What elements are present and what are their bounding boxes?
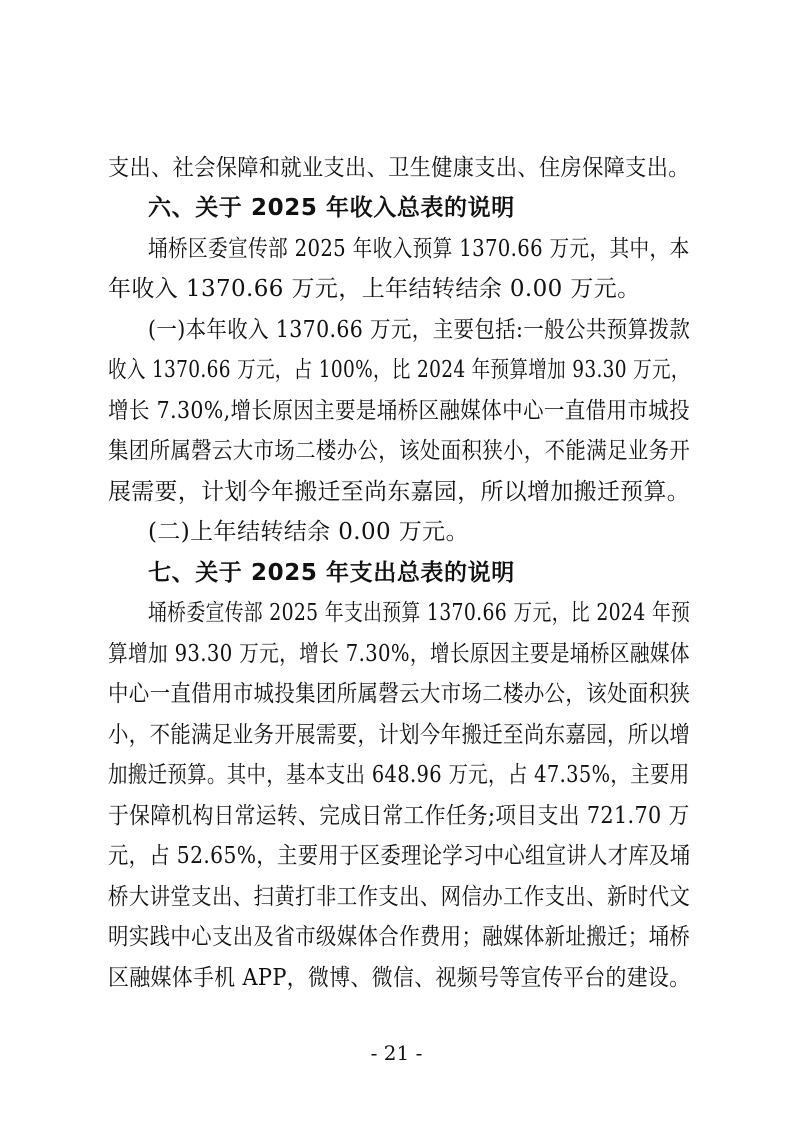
body-text-line: 于保障机构日常运转、完成日常工作任务;项目支出 721.70 万 [108, 803, 690, 829]
body-text-line: 年收入 1370.66 万元，上年结转结余 0.00 万元。 [108, 276, 641, 302]
body-text-line: 埇桥区委宣传部 2025 年收入预算 1370.66 万元，其中，本 [148, 236, 690, 262]
body-text-line: 算增加 93.30 万元，增长 7.30%，增长原因主要是埇桥区融媒体 [108, 641, 690, 667]
body-text-line: (二)上年结转结余 0.00 万元。 [148, 519, 469, 545]
body-text-line: 埇桥委宣传部 2025 年支出预算 1370.66 万元，比 2024 年预 [148, 600, 691, 626]
body-text-line: 支出、社会保障和就业支出、卫生健康支出、住房保障支出。 [108, 155, 690, 181]
body-text-line: 区融媒体手机 APP，微博、微信、视频号等宣传平台的建设。 [108, 965, 691, 991]
section-heading-income: 六、关于 2025 年收入总表的说明 [148, 195, 515, 221]
body-text-line: 明实践中心支出及省市级媒体合作费用；融媒体新址搬迁；埇桥 [108, 924, 691, 950]
section-heading-expenditure: 七、关于 2025 年支出总表的说明 [148, 560, 515, 586]
body-text-line: 中心一直借用市城投集团所属磬云大市场二楼办公，该处面积狭 [108, 681, 691, 707]
body-text-line: 加搬迁预算。其中，基本支出 648.96 万元，占 47.35%，主要用 [108, 762, 690, 788]
body-text-line: 小，不能满足业务开展需要，计划今年搬迁至尚东嘉园，所以增 [108, 722, 691, 748]
body-text-line: 桥大讲堂支出、扫黄打非工作支出、网信办工作支出、新时代文 [108, 884, 691, 910]
body-text-line: 元，占 52.65%，主要用于区委理论学习中心组宣讲人才库及埇 [108, 843, 691, 869]
body-text-line: (一)本年收入 1370.66 万元，主要包括:一般公共预算拨款 [148, 317, 691, 343]
body-text-line: 收入 1370.66 万元，占 100%，比 2024 年预算增加 93.30 万元， [108, 357, 690, 383]
body-text-line: 展需要，计划今年搬迁至尚东嘉园，所以增加搬迁预算。 [108, 479, 691, 505]
page-number: - 21 - [370, 1041, 423, 1065]
body-text-line: 增长 7.30%,增长原因主要是埇桥区融媒体中心一直借用市城投 [108, 398, 691, 424]
body-text-line: 集团所属磬云大市场二楼办公，该处面积狭小，不能满足业务开 [108, 438, 691, 464]
